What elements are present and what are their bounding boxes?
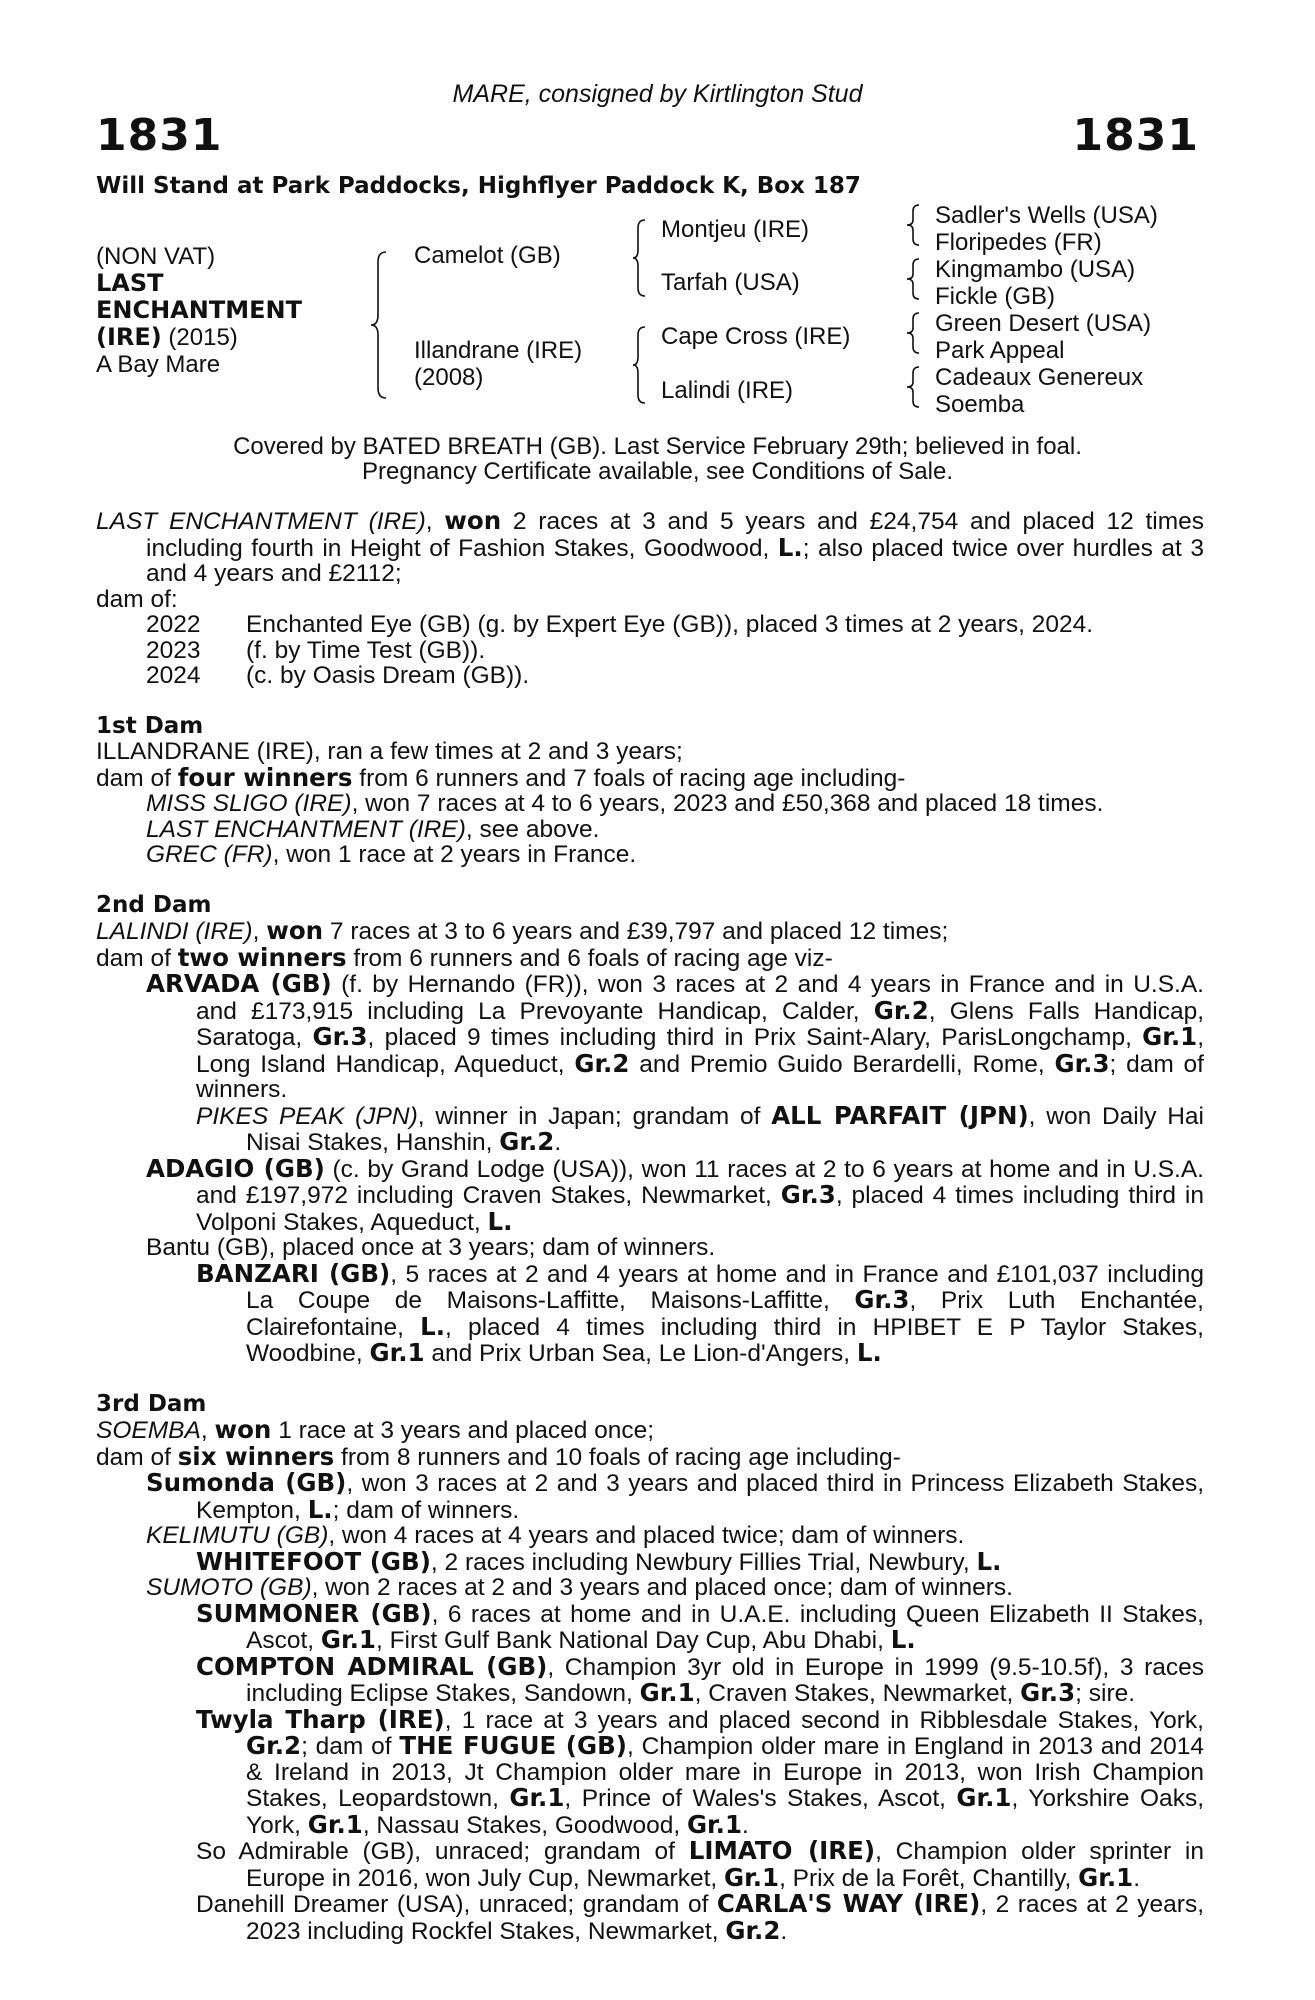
horse-year: (2015) (161, 324, 238, 351)
bold-text: ALL PARFAIT (JPN) (771, 1100, 1029, 1130)
pedigree-brace-dd (906, 365, 922, 409)
produce-intro: LAST ENCHANTMENT (IRE), won 2 races at 3 and 5 years and £24,754 and placed 12 times including fourth in Height of Fashion Stakes, Goodwood, L.; also placed twice over hurdles at 3 and 4 years and £2112; (96, 506, 1204, 587)
text-run: ; sire. (1075, 1680, 1136, 1707)
text-run: ; dam of winners. (332, 1496, 520, 1524)
pedigree-brace-dam (632, 325, 648, 405)
bold-text: ARVADA (GB) (146, 969, 332, 998)
bold-text: Gr.3 (1020, 1678, 1076, 1707)
pedigree-ssd: Floripedes (FR) (935, 229, 1102, 256)
bold-text: WHITEFOOT (GB) (196, 1546, 431, 1576)
italic-name: KELIMUTU (GB) (146, 1522, 329, 1549)
bold-text: L. (487, 1206, 513, 1236)
text-run: , Glens Falls Handicap, Saratoga, (196, 997, 1205, 1051)
bold-text: Gr.1 (509, 1783, 565, 1812)
first-dam-entry (96, 842, 1204, 868)
bold-text: LIMATO (IRE) (688, 1836, 876, 1865)
text-run: , Nassau Stakes, Goodwood, (362, 1811, 687, 1839)
text-run: , First Gulf Bank National Day Cup, Abu Dhabi, (375, 1627, 891, 1654)
pedigree-dam-dam: Lalindi (IRE) (661, 377, 794, 404)
first-dam-dam-of (96, 762, 1204, 792)
text-run: , won 4 races at 4 years and placed twice; dam of winners. (328, 1522, 965, 1549)
text-run: (f. by Hernando (FR)), won 3 races at 2 and 4 years in France and in U.S.A. and £173,915 including La Prevoyante Handicap, Calder, (196, 971, 1204, 1025)
horse-name-line1: LAST (96, 269, 164, 297)
bold-text: Gr.2 (499, 1127, 555, 1156)
bold-text: Gr.2 (574, 1048, 630, 1078)
italic-name: MISS SLIGO (IRE) (146, 790, 352, 817)
bold-text: four winners (177, 762, 353, 792)
bold-text: Gr.3 (780, 1180, 836, 1209)
text-run: , 6 races at home and in U.A.E. including Queen Elizabeth II Stakes, Ascot, (246, 1600, 1204, 1654)
third-dam-entry-so-admirable (96, 1838, 1204, 1891)
bold-text: L. (976, 1546, 1002, 1576)
text-run: , won 1 race at 2 years in France. (272, 841, 637, 868)
bold-text: two winners (177, 942, 347, 972)
second-dam-entry-pikes-peak (96, 1100, 1204, 1156)
second-dam-entry-adagio (96, 1153, 1204, 1236)
pedigree-brace-sd (906, 257, 922, 301)
italic-name: LALINDI (IRE) (96, 918, 253, 945)
bold-text: Twyla Tharp (IRE) (196, 1704, 445, 1734)
text-run: , won 7 races at 4 to 6 years, 2023 and £50,368 and placed 18 times. (351, 790, 1104, 817)
italic-name: LAST ENCHANTMENT (IRE) (146, 815, 466, 843)
bold-text: Gr.1 (724, 1862, 780, 1892)
catalogue-body (96, 508, 1204, 1944)
pedigree-dsd: Park Appeal (935, 337, 1065, 364)
stand-location: Will Stand at Park Paddocks, Highflyer Paddock K, Box 187 (96, 173, 861, 199)
italic-name: SUMOTO (GB) (146, 1574, 312, 1601)
intro-text-2: ; also placed twice over hurdles at 3 and 4 years and £2112; (146, 534, 1204, 587)
third-dam-entry-compton-admiral (96, 1651, 1204, 1707)
pedigree-sds: Kingmambo (USA) (935, 256, 1136, 283)
third-dam-entry-summoner (96, 1598, 1204, 1654)
horse-description: A Bay Mare (96, 351, 221, 378)
text-run: , Champion older sprinter in Europe in 2016, won July Cup, Newmarket, (246, 1838, 1204, 1892)
bold-text: Gr.1 (307, 1809, 363, 1839)
first-dam-line: ILLANDRANE (IRE), ran a few times at 2 and 3 years; (96, 738, 683, 765)
bold-text: L. (856, 1338, 882, 1367)
text-run: , placed 4 times including third in HPIBET E P Taylor Stakes, Woodbine, (246, 1313, 1204, 1367)
bold-text: Gr.1 (956, 1783, 1012, 1812)
text-run: , winner in Japan; grandam of (417, 1102, 772, 1130)
text-run: , won 2 races at 2 and 3 years and placed once; dam of winners. (311, 1574, 1013, 1601)
second-dam-line: LALINDI (IRE), won 7 races at 3 to 6 years and £39,797 and placed 12 times; (96, 916, 949, 945)
bold-text: Gr.2 (246, 1731, 302, 1760)
text-run: dam of (96, 944, 178, 972)
text-run: , Prix de la Forêt, Chantilly, (779, 1864, 1079, 1892)
horse-name-line3 (96, 324, 238, 351)
text-run: , Long Island Handicap, Aqueduct, (196, 1024, 1204, 1078)
text-run: , placed 9 times including third in Prix Saint-Alary, ParisLongchamp, (367, 1024, 1143, 1051)
progeny-year: 2022 (146, 611, 201, 638)
pedigree-dds: Cadeaux Genereux (935, 364, 1144, 391)
italic-name: GREC (FR) (146, 841, 273, 868)
second-dam-heading: 2nd Dam (96, 891, 212, 918)
third-dam-line: SOEMBA, won 1 race at 3 years and placed once; (96, 1415, 655, 1444)
text-run: and Premio Guido Berardelli, Rome, (629, 1050, 1055, 1078)
bold-text: Gr.2 (873, 995, 929, 1025)
bold-text: SUMMONER (GB) (196, 1598, 432, 1628)
text-run: dam of (96, 764, 178, 792)
pedigree-dam-sire: Cape Cross (IRE) (661, 323, 851, 350)
pedigree-dam-year: (2008) (414, 364, 484, 391)
pedigree-brace-main (370, 250, 390, 400)
bold-text: THE FUGUE (GB) (399, 1731, 627, 1760)
first-dam-heading: 1st Dam (96, 712, 204, 739)
text-run: , Prince of Wales's Stakes, Ascot, (564, 1785, 957, 1812)
second-dam-entry-arvada (96, 971, 1204, 1103)
text-run: , 2 races at 2 years, 2023 including Rockfel Stakes, Newmarket, (246, 1891, 1205, 1945)
text-run: , Champion older mare in England in 2013 and 2014 & Ireland in 2013, Jt Champion older mare in Europe in 2013, won Irish Champion Stakes, Leopardstown, (246, 1733, 1204, 1812)
text-run: , won 3 races at 2 and 3 years and placed third in Princess Elizabeth Stakes, Kempton, (196, 1470, 1204, 1524)
progeny-row (96, 638, 1204, 664)
third-dam-entry-sumoto (96, 1575, 1204, 1601)
text-run: . (1133, 1864, 1141, 1892)
text-run: So Admirable (GB), unraced; grandam of (196, 1838, 689, 1865)
text-run: 7 races at 3 to 6 years and £39,797 and placed 12 times; (323, 918, 949, 945)
text-run: ; dam of (301, 1733, 400, 1760)
bold-text: Gr.2 (725, 1915, 781, 1945)
text-run: (c. by Grand Lodge (USA)), won 11 races at 2 to 6 years at home and in U.S.A. and £197,972 including Craven Stakes, Newmarket, (196, 1155, 1204, 1209)
won-label: won (444, 506, 502, 535)
first-dam-entry (96, 791, 1204, 817)
text-run: , Prix Luth Enchantée, Clairefontaine, (246, 1287, 1204, 1341)
italic-name: PIKES PEAK (JPN) (196, 1102, 418, 1130)
third-dam-entry-sumonda (96, 1470, 1204, 1523)
progeny-text: Enchanted Eye (GB) (g. by Expert Eye (GB)), placed 3 times at 2 years, 2024. (246, 611, 1093, 638)
covered-line2: Pregnancy Certificate available, see Conditions of Sale. (362, 458, 953, 485)
pedigree-brace-ss (906, 203, 922, 247)
italic-name: SOEMBA (96, 1417, 201, 1444)
text-run: , 5 races at 2 and 4 years at home and in France and £101,037 including La Coupe de Maisons-Laffitte, Maisons-Laffitte, (246, 1260, 1204, 1314)
progeny-text: (c. by Oasis Dream (GB)). (246, 662, 530, 689)
horse-name-line2: ENCHANTMENT (96, 296, 302, 324)
bold-text: six winners (177, 1441, 335, 1471)
bold-text: Gr.3 (854, 1285, 910, 1314)
bold-text: ADAGIO (GB) (146, 1153, 325, 1183)
text-run: and Prix Urban Sea, Le Lion-d'Angers, (424, 1340, 857, 1367)
text-run: , see above. (465, 815, 600, 843)
bold-text: won (214, 1415, 272, 1444)
listed-label: L. (777, 532, 803, 562)
text-run: , Champion 3yr old in Europe in 1999 (9.5-10.5f), 3 races including Eclipse Stakes, Sandown, (246, 1653, 1204, 1707)
pedigree-sss: Sadler's Wells (USA) (935, 202, 1158, 229)
covered-line1: Covered by BATED BREATH (GB). Last Service February 29th; believed in foal. (233, 433, 1082, 460)
consignor-subtitle: MARE, consigned by Kirtlington Stud (452, 80, 863, 108)
bold-text: Gr.1 (686, 1809, 742, 1839)
text-run: Danehill Dreamer (USA), unraced; grandam of (196, 1891, 717, 1918)
third-dam-entry-kelimutu (96, 1523, 1204, 1549)
bold-text: CARLA'S WAY (IRE) (716, 1889, 981, 1918)
bold-text: COMPTON ADMIRAL (GB) (196, 1651, 548, 1681)
intro-text: 2 races at 3 and 5 years and £24,754 and placed 12 times including fourth in Height of Fashion Stakes, Goodwood, (146, 508, 1204, 562)
pedigree-sdd: Fickle (GB) (935, 283, 1055, 310)
third-dam-heading: 3rd Dam (96, 1390, 207, 1417)
bold-text: Gr.1 (1142, 1022, 1198, 1051)
text-run: , 2 races including Newbury Fillies Trial, Newbury, (430, 1548, 977, 1576)
pedigree-sire: Camelot (GB) (414, 242, 561, 269)
text-run: from 8 runners and 10 foals of racing age including- (334, 1443, 901, 1471)
progeny-year: 2024 (146, 662, 201, 689)
progeny-row (96, 663, 1204, 689)
text-run: dam of (96, 1443, 178, 1471)
third-dam-entry-whitefoot (96, 1546, 1204, 1576)
second-dam-entry-banzari (96, 1258, 1204, 1367)
progeny-year: 2023 (146, 636, 201, 664)
third-dam-entry-twyla-tharp (96, 1704, 1204, 1839)
bold-text: Gr.1 (1078, 1862, 1134, 1892)
text-run: , 1 race at 3 years and placed second in Ribblesdale Stakes, York, (444, 1706, 1204, 1734)
second-dam-dam-of (96, 942, 1204, 972)
bold-text: L. (307, 1494, 333, 1524)
horse-name-italic: LAST ENCHANTMENT (IRE) (96, 508, 426, 535)
pedigree-sire-sire: Montjeu (IRE) (661, 216, 810, 243)
text-run: . (742, 1811, 749, 1839)
pedigree-brace-sire (632, 218, 648, 298)
bold-text: L. (420, 1311, 446, 1341)
lot-number-left: 1831 (96, 110, 223, 161)
text-run: . (554, 1129, 562, 1156)
lot-number-right: 1831 (1072, 110, 1199, 161)
vat-status: (NON VAT) (96, 243, 216, 270)
bold-text: Gr.1 (639, 1678, 695, 1707)
pedigree-sire-dam: Tarfah (USA) (661, 269, 800, 296)
pedigree-ddd: Soemba (935, 391, 1025, 418)
text-run: , Craven Stakes, Newmarket, (694, 1680, 1021, 1707)
progeny-row (96, 612, 1204, 638)
text-run: , won Daily Hai Nisai Stakes, Hanshin, (246, 1102, 1204, 1156)
progeny-text: (f. by Time Test (GB)). (246, 636, 486, 664)
text-run: . (780, 1917, 788, 1945)
bold-text: won (266, 916, 324, 945)
bold-text: Gr.1 (369, 1338, 425, 1367)
bold-text: BANZARI (GB) (196, 1258, 391, 1288)
text-run: from 6 runners and 7 foals of racing age including- (352, 764, 906, 792)
third-dam-dam-of (96, 1441, 1204, 1471)
text-run: ; dam of winners. (196, 1050, 1204, 1103)
bold-text: Gr.3 (1054, 1048, 1110, 1078)
bold-text: Gr.1 (320, 1625, 376, 1654)
pedigree-dam: Illandrane (IRE) (414, 337, 583, 364)
dam-of-label: dam of: (96, 585, 178, 613)
text-run: 1 race at 3 years and placed once; (271, 1417, 655, 1444)
second-dam-entry-bantu: Bantu (GB), placed once at 3 years; dam of winners. (146, 1234, 716, 1261)
text-run: , Yorkshire Oaks, York, (246, 1785, 1204, 1839)
pedigree-dss: Green Desert (USA) (935, 310, 1152, 337)
third-dam-entry-danehill-dreamer (96, 1891, 1204, 1944)
bold-text: Sumonda (GB) (146, 1468, 347, 1497)
pedigree-brace-ds (906, 311, 922, 355)
bold-text: L. (890, 1625, 916, 1654)
text-run: from 6 runners and 6 foals of racing age viz- (346, 944, 833, 972)
first-dam-entry (96, 817, 1204, 843)
text-run: , placed 4 times including third in Volponi Stakes, Aqueduct, (196, 1182, 1204, 1236)
bold-text: Gr.3 (312, 1022, 368, 1051)
horse-suffix: (IRE) (96, 323, 162, 351)
